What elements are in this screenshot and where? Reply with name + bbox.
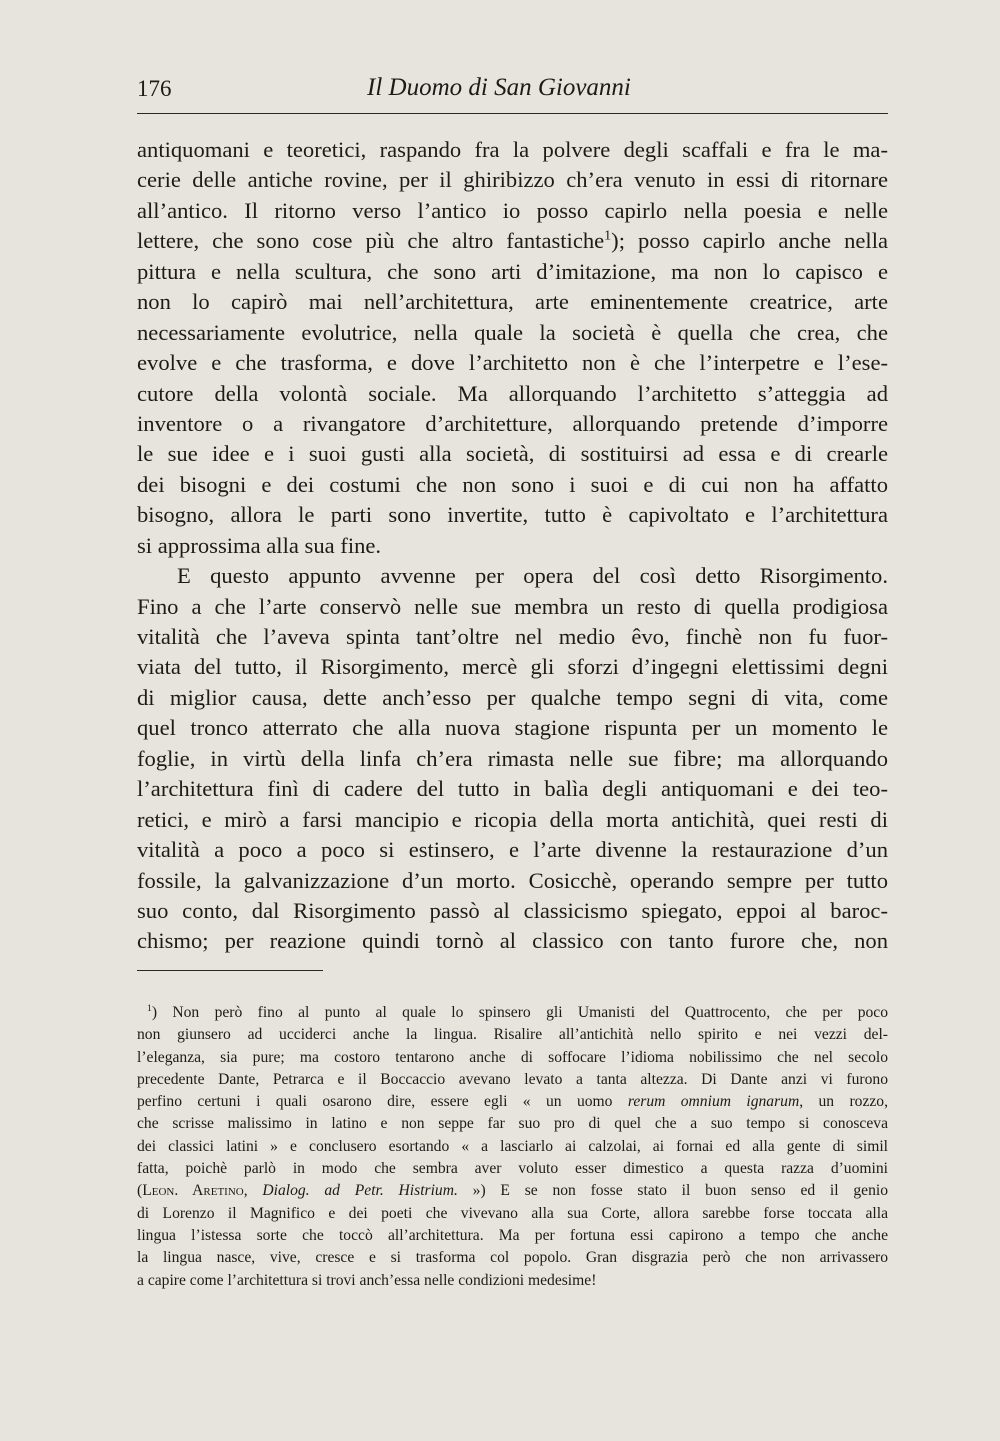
page-header [137,72,887,108]
footnote-line: l’eleganza, sia pure; ma costoro tentarono anche di soffocare l’idioma nobilissimo che nel secolo [137,1048,888,1066]
footnote-line: lingua l’istessa sorte che toccò all’architettura. Ma per fortuna essi capirono a tempo che anche [137,1226,888,1244]
text-line: le sue idee e i suoi gusti alla società, di sostituirsi ad essa e di crearle [137,441,888,467]
text-line: Fino a che l’arte conservò nelle sue membra un resto di quella prodigiosa [137,593,888,619]
footnote-line: precedente Dante, Petrarca e il Boccaccio avevano levato a tanta altezza. Di Dante anzi vi furono [137,1070,888,1088]
text-line: antiquomani e teoretici, raspando fra la polvere degli scaffali e fra le ma- [137,137,888,162]
footnote-line: che scrisse malissimo in latino e non seppe far suo pro di quel che a suo tempo si conosceva [137,1115,888,1133]
text-line: l’architettura finì di cadere del tutto in balìa degli antiquomani e dei teo- [137,776,888,802]
text-line: retici, e mirò a farsi mancipio e ricopia della morta antichità, quei resti di [137,806,888,832]
footnote-reference: 1 [604,228,612,244]
text-line: si approssima alla sua fine. [137,532,382,558]
text-line: necessariamente evolutrice, nella quale la società è quella che crea, che [137,319,888,345]
text-line: bisogno, allora le parti sono invertite, tutto è capivoltato e l’architettura [137,502,888,528]
text-line: di miglior causa, dette anch’esso per qualche tempo segni di vita, come [137,684,888,710]
text-line: evolve e che trasforma, e dove l’architetto non è che l’interpetre e l’ese- [137,350,888,376]
text-line: pittura e nella scultura, che sono arti d’imitazione, ma non lo capisco e [137,258,888,284]
text-line: all’antico. Il ritorno verso l’antico io posso capirlo nella poesia e nelle [137,197,888,223]
cited-work: Dialog. ad Petr. Histrium. [262,1182,458,1200]
paragraph-first-line: E questo appunto avvenne per opera del così detto Risorgimento. [177,563,888,589]
footnote-line [137,1002,888,1024]
text-line [137,226,888,256]
footnote-marker: 1 [147,1002,152,1014]
text-segment: lettere, che sono cose più che altro fantastiche [137,228,605,254]
latin-quotation: rerum omnium ignarum [627,1093,800,1111]
page-number: 176 [137,76,172,101]
text-segment: ( [137,1182,143,1200]
text-line: chismo; per reazione quindi tornò al classico con tanto furore che, non [137,928,888,954]
text-line: foglie, in virtù della linfa ch’era rimasta nelle sue fibre; ma allorquando [137,745,888,771]
footnote-line: di Lorenzo il Magnifico e dei poeti che vivevano alla sua Corte, allora sarebbe forse toccata alla [137,1204,888,1222]
footnote-rule [137,970,323,971]
text-line: suo conto, dal Risorgimento passò al classicismo spiegato, eppoi al baroc- [137,897,888,923]
text-line: non lo capirò mai nell’architettura, arte eminentemente creatrice, arte [137,289,888,315]
text-line: cutore della volontà sociale. Ma allorquando l’architetto s’atteggia ad [137,380,888,406]
footnote-line [137,1091,888,1113]
text-line: dei bisogni e dei costumi che non sono i suoi e di cui non ha affatto [137,471,888,497]
footnote-line [137,1180,888,1202]
running-title: Il Duomo di San Giovanni [367,74,631,101]
text-segment: , un rozzo, [799,1093,888,1111]
text-segment: ») E se non fosse stato il buon senso ed il genio [457,1182,888,1200]
text-line: fossile, la galvanizzazione d’un morto. Cosicchè, operando sempre per tutto [137,867,888,893]
text-line: vitalità a poco a poco si estinsero, e l’arte divenne la restaurazione d’un [137,837,888,863]
cited-author: Leon. Aretino [142,1182,244,1200]
text-line: cerie delle antiche rovine, per il ghiribizzo ch’era venuto in essi di ritornare [137,167,888,193]
footnote-line: la lingua nasce, vive, cresce e si trasforma col popolo. Gran disgrazia però che non arrivassero [137,1249,888,1267]
text-segment: ) Non però fino al punto al quale lo spinsero gli Umanisti del Quattrocento, che per poco [151,1004,888,1021]
footnote-line: fatta, poichè parlò in modo che sembra aver voluto esser dimestico a questa razza d’uomini [137,1160,888,1178]
main-text [137,135,888,957]
text-segment: , [243,1182,263,1200]
footnote-line: non giunsero ad ucciderci anche la lingua. Risalire all’antichità nello spirito e nei vezzi del- [137,1026,888,1044]
footnote-line: dei classici latini » e conclusero esortando « a lasciarlo ai calzolai, ai fornai ed alla gente di simil [137,1137,888,1155]
text-segment: perfino certuni i quali osarono dire, essere egli « un uomo [137,1093,628,1111]
text-line: viata del tutto, il Risorgimento, mercè gli sforzi d’ingegni elettissimi degni [137,654,888,680]
footnote [137,1002,888,1292]
header-rule [137,113,888,114]
text-segment: ); posso capirlo anche nella [611,228,888,254]
footnote-line: a capire come l’architettura si trovi anch’essa nelle condizioni medesime! [137,1271,597,1289]
text-line: quel tronco atterrato che alla nuova stagione rispunta per un momento le [137,715,888,741]
text-line: vitalità che l’aveva spinta tant’oltre nel medio êvo, finchè non fu fuor- [137,624,888,649]
text-line: inventore o a rivangatore d’architetture, allorquando pretende d’imporre [137,410,888,436]
